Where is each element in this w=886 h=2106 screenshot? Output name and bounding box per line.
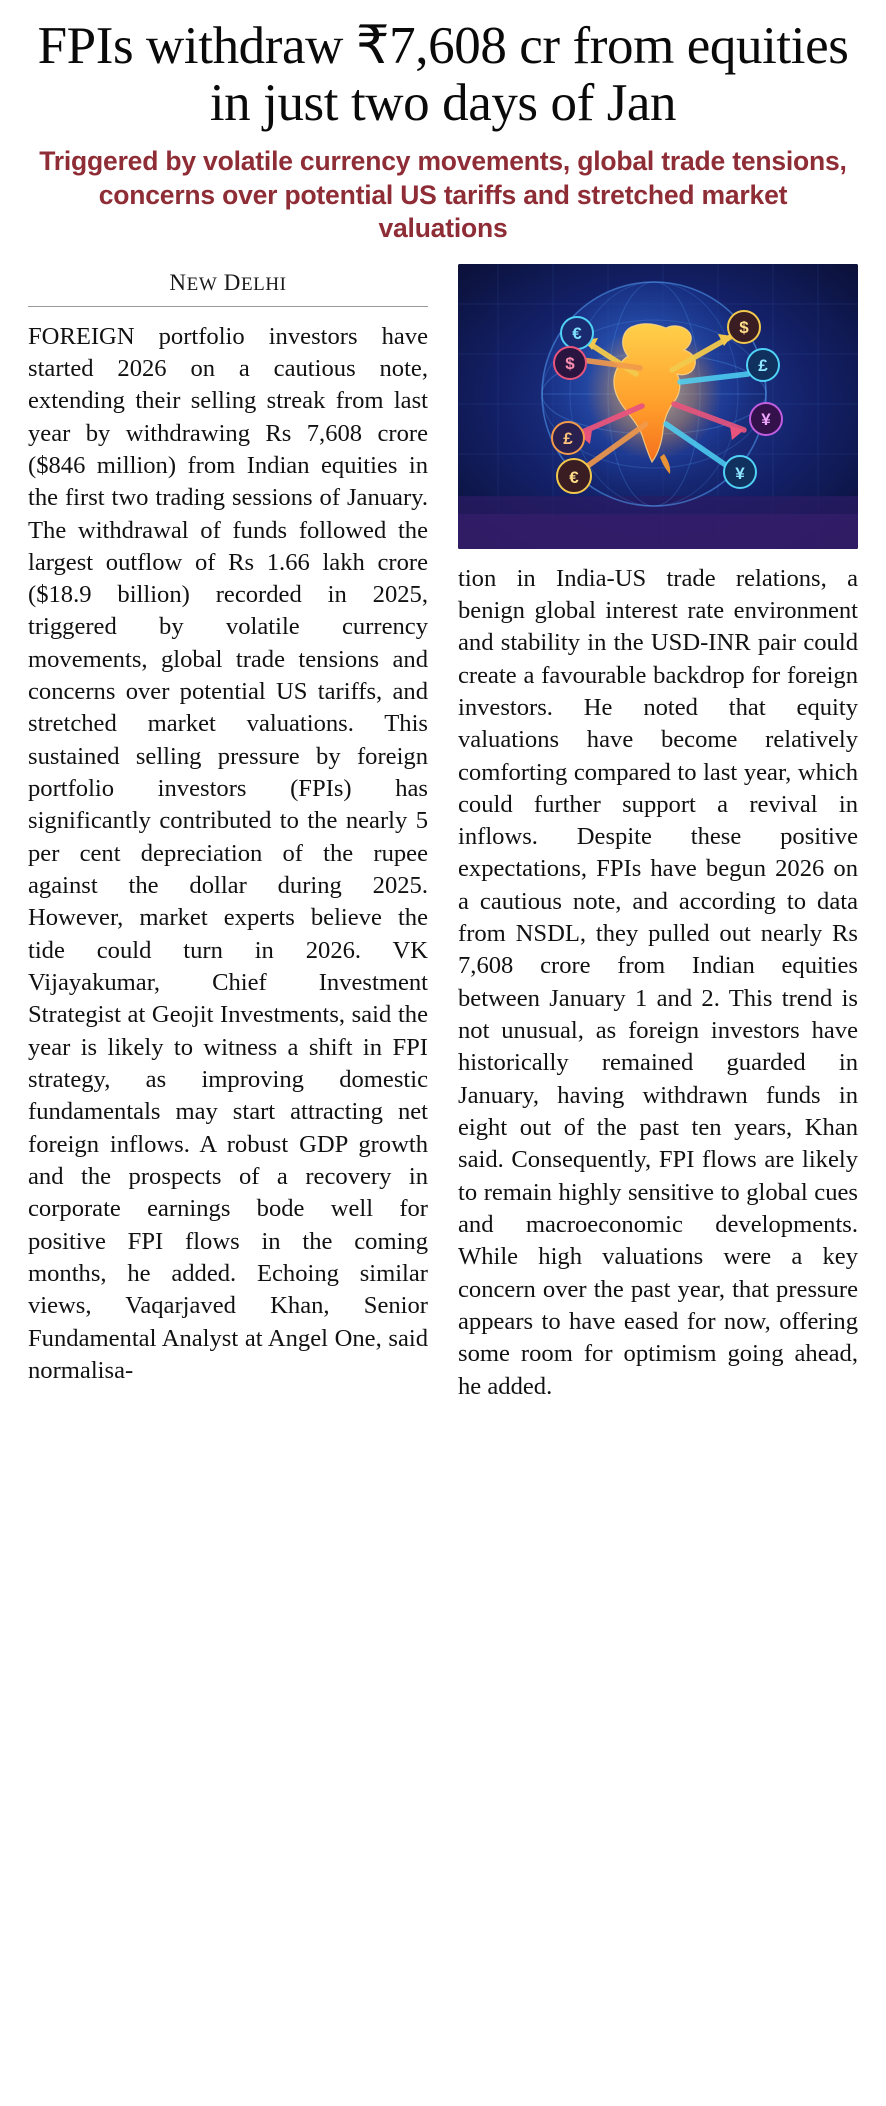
- dateline-rule: [28, 306, 428, 307]
- page-title: FPIs withdraw ₹7,608 cr from equities in just two days of Jan: [37, 17, 849, 132]
- article-column-left: [28, 264, 428, 1388]
- dateline: NEW DELHI: [169, 269, 287, 295]
- article-subhead: Triggered by volatile currency movements, global trade tensions, concerns over potential US tariffs and stretched market valuations: [39, 146, 847, 244]
- svg-text:€: €: [569, 467, 579, 487]
- svg-text:¥: ¥: [735, 463, 745, 483]
- svg-text:¥: ¥: [761, 409, 771, 429]
- india-global-capital-flows-illustration: [458, 264, 858, 549]
- article-columns: [28, 264, 858, 1404]
- svg-text:£: £: [563, 428, 573, 448]
- svg-text:£: £: [758, 355, 768, 375]
- article-image: [458, 264, 858, 549]
- article-body-left: FOREIGN portfolio investors have started 2026 on a cautious note, extending their selling streak from last year by withdrawing Rs 7,608 crore ($846 million) from Indian equities in the first two trading sessions of January. The withdrawal of funds followed the largest outflow of Rs 1.66 lakh crore ($18.9 billion) recorded in 2025, triggered by volatile currency movements, global trade tensions and concerns over potential US tariffs, and stretched market valuations. This sustained selling pressure by foreign portfolio investors (FPIs) has significantly contributed to the nearly 5 per cent depreciation of the rupee against the dollar during 2025. However, market experts believe the tide could turn in 2026. VK Vijayakumar, Chief Investment Strategist at Geojit Investments, said the year is likely to witness a shift in FPI strategy, as improving domestic fundamentals may start attracting net foreign inflows. A robust GDP growth and the prospects of a recovery in corporate earnings bode well for positive FPI flows in the coming months, he added. Echoing similar views, Vaqarjaved Khan, Senior Fundamental Analyst at Angel One, said normalisa-: [28, 322, 428, 1385]
- article-body-right: tion in India-US trade relations, a benign global interest rate environment and stability in the USD-INR pair could create a favourable backdrop for foreign investors. He noted that equity valuations have become relatively comforting compared to last year, which could further support a revival in inflows. Despite these positive expectations, FPIs have begun 2026 on a cautious note, and according to data from NSDL, they pulled out nearly Rs 7,608 crore from Indian equities between January 1 and 2. This trend is not unusual, as foreign investors have historically remained guarded in January, having withdrawn funds in eight out of the past ten years, Khan said. Consequently, FPI flows are likely to remain highly sensitive to global cues and macroeconomic developments. While high valuations were a key concern over the past year, that pressure appears to have eased for now, offering some room for optimism going ahead, he added.: [458, 564, 858, 1400]
- svg-text:$: $: [739, 317, 749, 337]
- svg-text:$: $: [565, 353, 575, 373]
- article-column-right: [458, 264, 858, 1404]
- svg-text:€: €: [572, 323, 582, 343]
